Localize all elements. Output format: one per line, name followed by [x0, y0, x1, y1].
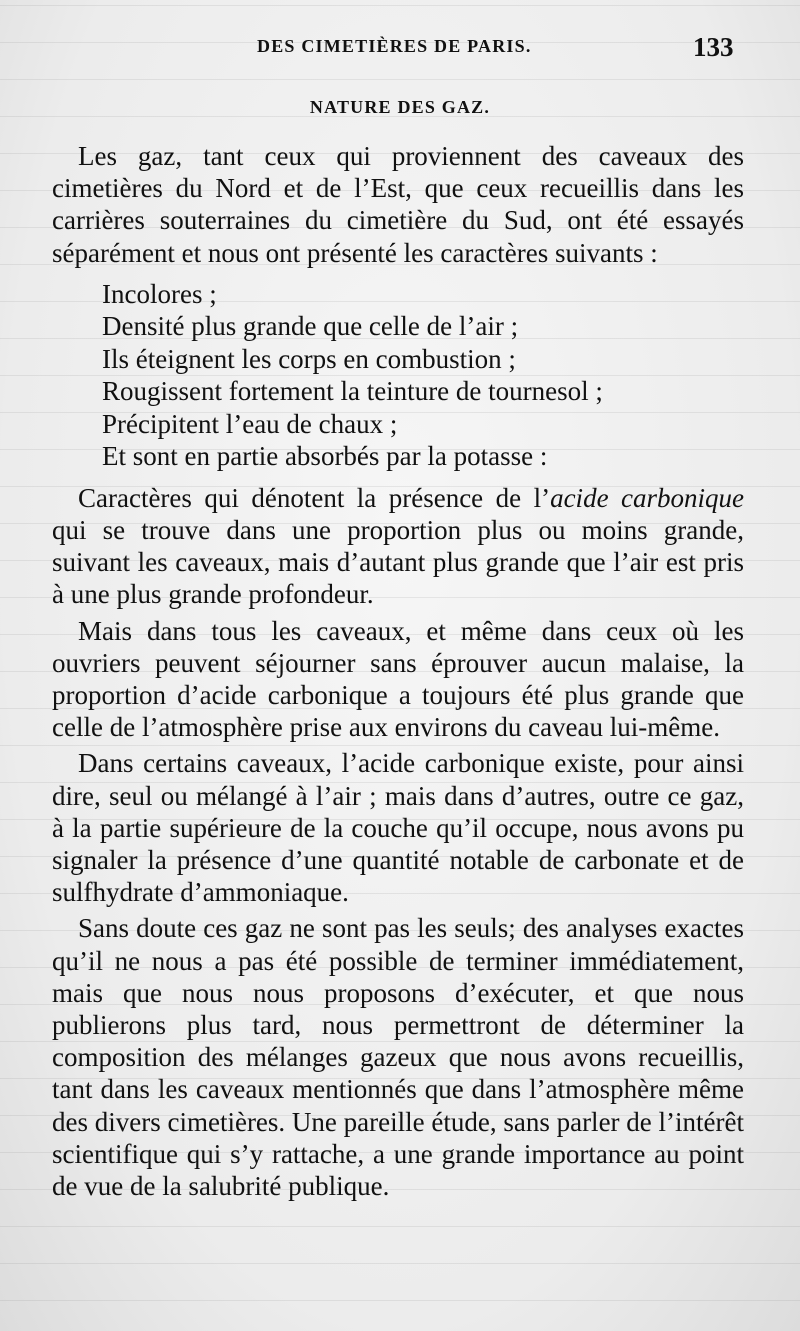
list-item: Densité plus grande que celle de l’air ; — [102, 311, 519, 342]
emphasis-term: acide carbonique — [550, 482, 744, 513]
characteristics-list — [52, 278, 744, 473]
list-item: Précipitent l’eau de chaux ; — [102, 408, 398, 439]
list-item: Incolores ; — [102, 278, 217, 309]
paragraph-text: qui se trouve dans une proportion plus ou moins grande, suivant les caveaux, mais d’autant plus grande que l’air est pris à une plus grande profondeur. — [52, 515, 744, 610]
paragraph-caveaux: Mais dans tous les caveaux, et même dans ceux où les ouvriers peuvent séjourner sans éprouver aucun malaise, la proportion d’acide carbonique a toujours été plus grande que celle de l’atmosphère prise aux environs du caveau lui-même. — [52, 615, 744, 743]
body-text — [52, 140, 744, 1202]
paragraph-intro: Les gaz, tant ceux qui proviennent des caveaux des cimetières du Nord et de l’Est, que ceux recueillis dans les carrières souterraines du cimetière du Sud, ont été essayés séparément et nous ont présenté les caractères suivants : — [52, 141, 744, 268]
paragraph-ammonia: Dans certains caveaux, l’acide carbonique existe, pour ainsi dire, seul ou mélangé à l’air ; mais dans d’autres, outre ce gaz, à la partie supérieure de la couche qu’il occupe, nous avons pu signaler la présence d’une quantité notable de carbonate et de sulfhydrate d’ammoniaque. — [52, 748, 744, 908]
list-item: Rougissent fortement la teinture de tournesol ; — [102, 376, 603, 407]
paragraph-analyses: Sans doute ces gaz ne sont pas les seuls; des analyses exactes qu’il ne nous a pas été possible de terminer immédiatement, mais que nous nous proposons d’exécuter, et que nous publierons plus tard, nous permettront de déterminer la composition des mélanges gazeux que nous avons recueillis, tant dans les caveaux mentionnés que dans l’atmosphère même des divers cimetières. Une pareille étude, sans parler de l’intérêt scientifique qui s’y rattache, a une grande importance au point de vue de la salubrité publique. — [52, 913, 744, 1202]
running-head-title: DES CIMETIÈRES DE PARIS. — [257, 36, 532, 56]
paragraph-carbonic-acid — [52, 482, 744, 611]
running-head — [0, 32, 800, 70]
list-item: Ils éteignent les corps en combustion ; — [102, 343, 516, 374]
page-number: 133 — [693, 32, 734, 62]
paragraph-text: Caractères qui dénotent la présence de l’ — [78, 482, 551, 513]
list-item: Et sont en partie absorbés par la potasse : — [102, 441, 548, 472]
section-title: NATURE DES GAZ. — [309, 97, 491, 117]
